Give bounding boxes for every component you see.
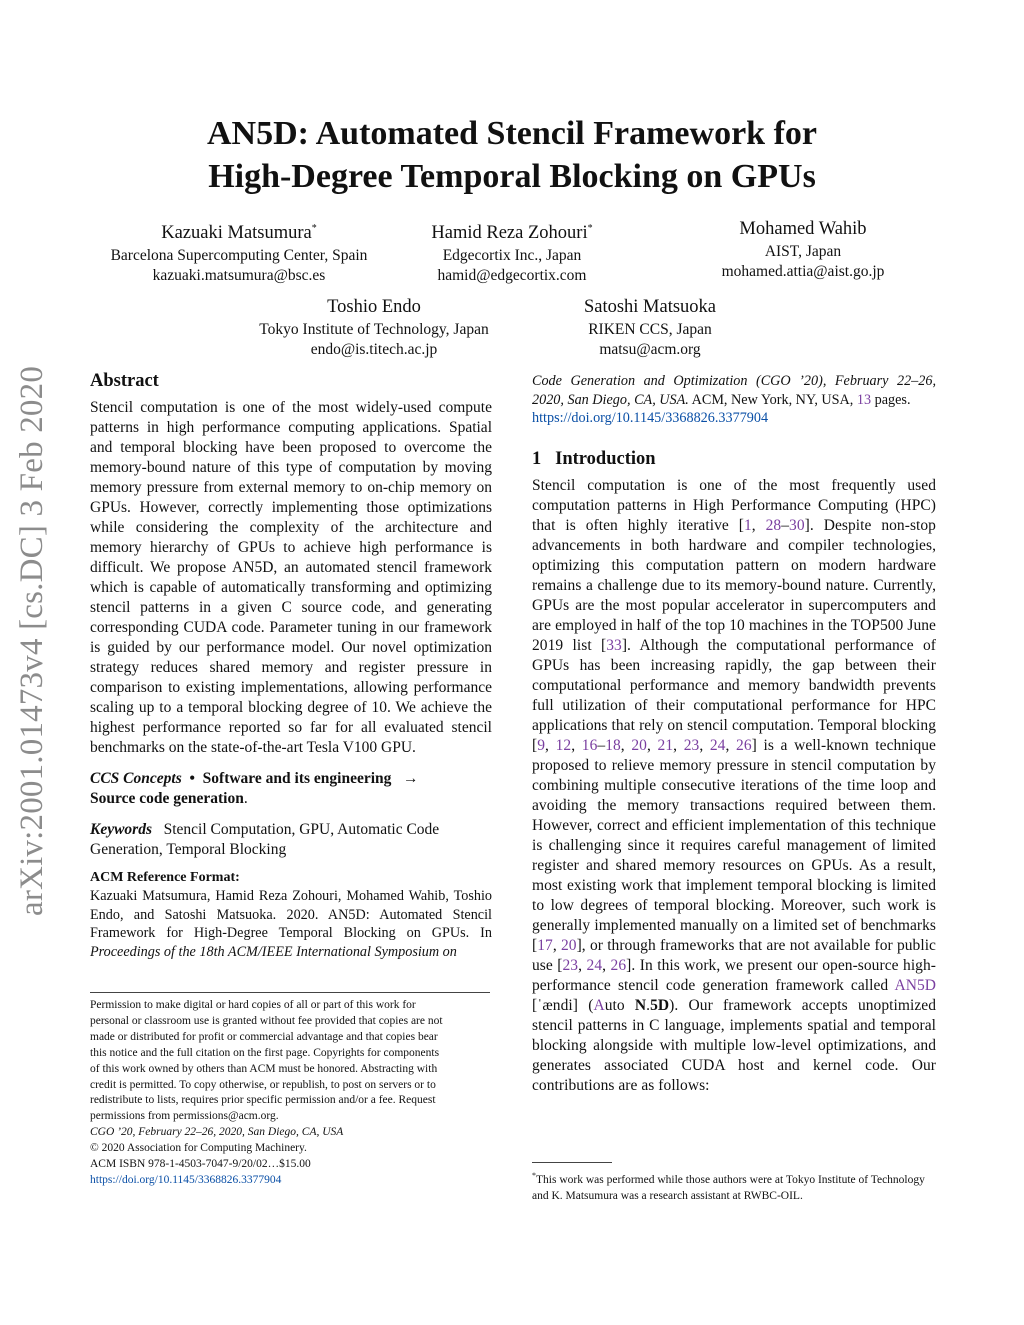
author-name: Toshio Endo: [327, 297, 421, 317]
intro-text: ,: [602, 956, 611, 974]
intro-text: uto: [604, 996, 635, 1014]
citation[interactable]: 33: [606, 636, 622, 654]
author-affiliation: AIST, Japan: [764, 243, 842, 260]
acm-reference-venue-cont: Code Generation and Optimization (CGO ’20), February 22–26, 2020, San Diego, CA, USA.: [532, 373, 936, 408]
intro-text: ]. Although the computational performance of GPUs has been increasing rapidly, the gap between their computational performance and memory bandwidth prevents full utilization of their computational performance for HPC applications that rely on stencil computation. Temporal blocking [: [532, 636, 937, 754]
footnote-text: This work was performed while those authors were at Tokyo Institute of Technology and K. Matsumura was a research assistant at RWBC-OIL.: [532, 1173, 925, 1202]
acm-reference-authors: Kazuaki Matsumura, Hamid Reza Zohouri, Mohamed Wahib, Toshio Endo, and Satoshi Matsuoka. 2020. AN5D: Automated Stencil Framework for High-Degree Temporal Blocking on GPUs. In: [90, 888, 492, 941]
abstract-heading: Abstract: [90, 371, 159, 391]
title-line-2: High-Degree Temporal Blocking on GPUs: [208, 158, 816, 195]
citation[interactable]: 26: [736, 736, 752, 754]
author-affiliation: Edgecortix Inc., Japan: [442, 247, 582, 265]
permission-line: permissions from permissions@acm.org.: [90, 1110, 279, 1123]
keywords-text: Stencil Computation, GPU, Automatic Code Generation, Temporal Blocking: [90, 821, 440, 858]
arxiv-side-stamp: arXiv:2001.01473v4 [cs.DC] 3 Feb 2020: [14, 365, 50, 916]
permission-line: of this work owned by others than ACM must be honored. Abstracting with: [90, 1062, 438, 1075]
citation[interactable]: 23: [683, 736, 700, 754]
permission-copyright: © 2020 Association for Computing Machinery.: [90, 1142, 307, 1155]
introduction-heading: [532, 448, 936, 470]
intro-text: [ˈændi] (: [532, 996, 594, 1014]
author-email: endo@is.titech.ac.jp: [310, 341, 438, 358]
permission-line: personal or classroom use is granted without fee provided that copies are not: [90, 1014, 443, 1027]
paper-title: [100, 112, 924, 198]
intro-text: –: [597, 736, 606, 754]
permission-line: made or distributed for profit or commercial advantage and that copies bear: [90, 1030, 438, 1043]
author-block-3: [672, 217, 934, 282]
abstract-text: Stencil computation is one of the most widely-used compute patterns in high performance computing applications. Spatial and temporal blocking have been proposed to overcome the memory-bound nature of this type of computation by moving memory pressure from external memory to on-chip memory on GPUs. However, correctly implementing those optimizations while considering the complexity of the architecture and memory hierarchy of GPUs to achieve high performance is difficult. We propose AN5D, an automated stencil framework which is capable of automatically transforming and optimizing stencil patterns in a given C source code, and generating corresponding CUDA code. Parameter tuning in our framework is guided by our performance model. Our novel optimization strategy reduces shared memory and register pressure in comparison to existing implementations, allowing performance scaling up to a temporal blocking degree of 10. We achieve the highest performance reported so far for all evaluated stencil benchmarks on the state-of-the-art Tesla V100 GPU.: [90, 399, 492, 756]
citation[interactable]: 26: [610, 956, 627, 974]
author-block-1: [90, 217, 388, 286]
permission-line: Permission to make digital or hard copies of all or part of this work for: [90, 999, 416, 1011]
ccs-bullet: •: [189, 770, 195, 787]
intro-text: .: [646, 996, 651, 1014]
citation[interactable]: 28: [765, 516, 782, 534]
footnote-mark: *: [532, 1171, 536, 1180]
introduction-text: [532, 476, 936, 1096]
intro-text: ,: [725, 736, 737, 754]
permission-conference: CGO ’20, February 22–26, 2020, San Diego, CA, USA: [90, 1126, 344, 1139]
intro-text: ] is a well-known technique proposed to relieve memory pressure in stencil computation by combining multiple consecutive iterations of the time loop and avoiding the memory transactions required between them. However, correct and efficient implementation of this technique is challenging since it requires careful management of limited register and shared memory resources on GPUs. As a result, most existing work that implement temporal blocking is limited to low degrees of temporal blocking. Moreover, such work is generally implemented manually on a limited set of benchmarks [: [532, 736, 936, 954]
intro-text: ]. In this work, we present our open-source high-performance stencil code generation framework called: [532, 956, 936, 994]
intro-text: ,: [578, 956, 587, 974]
intro-text: ], or through frameworks that are not available for public use [: [532, 936, 936, 974]
acronym-letter: 5D: [650, 996, 670, 1014]
section-number: 1: [532, 448, 542, 469]
citation[interactable]: AN5D: [894, 976, 936, 994]
ccs-arrow: →: [403, 770, 419, 787]
citation[interactable]: 23: [562, 956, 579, 974]
acm-reference-text: [90, 887, 492, 961]
footnote-rule-right: [532, 1162, 612, 1163]
intro-text: –: [781, 516, 790, 534]
ccs-tail: Source code generation: [90, 790, 244, 807]
title-line-1: AN5D: Automated Stencil Framework for: [207, 115, 817, 152]
permission-notice: [90, 998, 492, 1189]
author-mark: *: [587, 223, 593, 234]
permission-isbn: ACM ISBN 978-1-4503-7047-9/20/02…$15.00: [90, 1158, 311, 1171]
ccs-concepts: [90, 769, 492, 809]
author-name: Mohamed Wahib: [739, 219, 867, 239]
citation[interactable]: 18: [605, 736, 621, 754]
acm-reference-pages-word: pages.: [874, 391, 911, 408]
keywords: [90, 820, 492, 860]
keywords-label: Keywords: [90, 821, 152, 838]
citation[interactable]: A: [593, 996, 605, 1014]
ccs-text: Software and its engineering: [202, 770, 392, 787]
acm-reference-continued: [532, 372, 936, 428]
citation[interactable]: 21: [657, 736, 674, 754]
ccs-label: CCS Concepts: [90, 770, 182, 787]
author-affiliation: Barcelona Supercomputing Center, Spain: [110, 247, 368, 265]
citation[interactable]: 24: [709, 736, 726, 754]
intro-text: ,: [699, 736, 710, 754]
intro-text: ]. Despite non-stop advancements in both hardware and compiler technologies, optimizing this computation pattern on modern hardware remains a challenge due to its memory-bound nature. Currently, GPUs are the most popular accelerator in supercomputers and are employed in half of the top 10 machines in the TOP500 June 2019 list [: [532, 516, 936, 654]
intro-text: Stencil computation is one of the most frequently used computation patterns in High Performance Computing (HPC) that is often highly iterative [: [532, 476, 936, 534]
intro-text: ,: [545, 736, 556, 754]
section-title: Introduction: [555, 448, 656, 469]
author-affiliation: Tokyo Institute of Technology, Japan: [259, 321, 489, 338]
acm-reference-pages[interactable]: 13: [856, 391, 872, 408]
permission-line: this notice and the full citation on the first page. Copyrights for components: [90, 1046, 440, 1059]
author-email: mohamed.attia@aist.go.jp: [721, 263, 885, 280]
acm-reference-venue-visible: Proceedings of the 18th ACM/IEEE International Symposium on: [90, 943, 457, 960]
author-mark: *: [311, 223, 317, 234]
intro-text: ,: [646, 736, 658, 754]
permission-line: redistribute to lists, requires prior specific permission and/or a fee. Request: [90, 1094, 436, 1107]
citation[interactable]: 12: [555, 736, 572, 754]
author-block-4: [236, 295, 512, 360]
citation[interactable]: 16: [581, 736, 598, 754]
author-name: Satoshi Matsuoka: [583, 297, 717, 317]
intro-text: ,: [751, 516, 766, 534]
acm-reference-heading: ACM Reference Format:: [90, 870, 240, 885]
citation[interactable]: 1: [743, 516, 752, 534]
author-affiliation: RIKEN CCS, Japan: [588, 321, 712, 338]
author-name: Hamid Reza Zohouri: [431, 223, 588, 244]
framework-name: N: [634, 996, 647, 1014]
citation[interactable]: 24: [586, 956, 603, 974]
citation[interactable]: 20: [631, 736, 647, 754]
citation[interactable]: 20: [560, 936, 577, 954]
footnote-rule-left: [90, 992, 490, 993]
author-email: matsu@acm.org: [599, 341, 701, 358]
intro-text: ,: [552, 936, 561, 954]
author-block-5: [540, 295, 760, 360]
acm-reference-doi-link[interactable]: https://doi.org/10.1145/3368826.3377904: [532, 410, 769, 426]
intro-text: ,: [620, 736, 632, 754]
author-footnote: [532, 1168, 936, 1204]
citation[interactable]: 9: [537, 736, 546, 754]
left-column: [90, 370, 492, 961]
author-email: hamid@edgecortix.com: [437, 267, 587, 285]
intro-text: ,: [571, 736, 582, 754]
acm-reference-publisher: ACM, New York, NY, USA,: [691, 391, 854, 408]
citation[interactable]: 17: [537, 936, 553, 954]
right-column: [532, 372, 936, 1096]
author-block-2: [380, 217, 644, 286]
intro-text: ,: [673, 736, 684, 754]
permission-doi-link[interactable]: https://doi.org/10.1145/3368826.3377904: [90, 1173, 282, 1186]
permission-line: credit is permitted. To copy otherwise, or republish, to post on servers or to: [90, 1078, 436, 1091]
author-email: kazuaki.matsumura@bsc.es: [152, 267, 326, 285]
intro-text: ). Our framework accepts unoptimized stencil patterns in C language, implements spatial and temporal blocking alongside with multiple low-level optimizations, and generates associated CUDA host and kernel code. Our contributions are as follows:: [532, 996, 936, 1094]
ccs-end: .: [243, 790, 248, 807]
citation[interactable]: 30: [789, 516, 805, 534]
author-name: Kazuaki Matsumura: [161, 223, 312, 244]
